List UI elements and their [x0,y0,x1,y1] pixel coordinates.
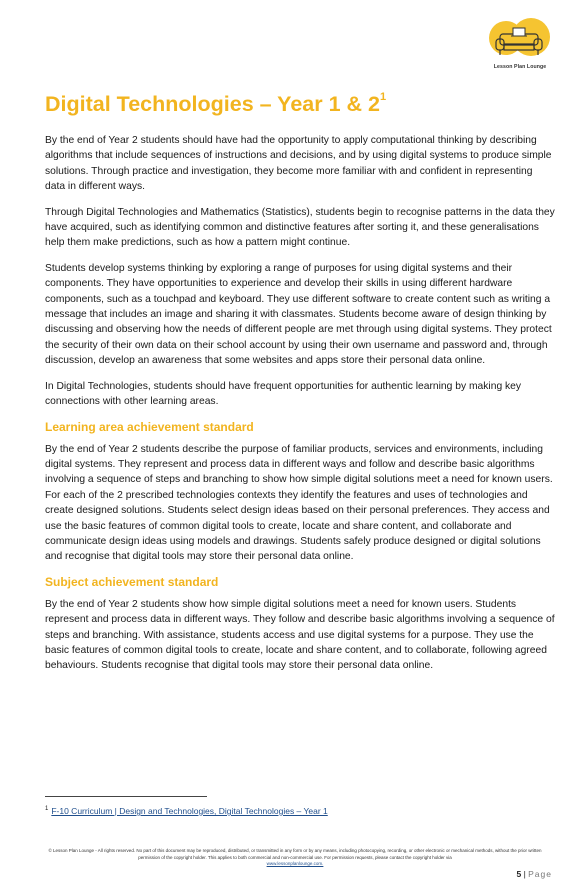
intro-paragraph-1: By the end of Year 2 students should have had the opportunity to apply computational thinking by describing algorithms that include sequences of instructions and decisions, and by using digital systems to produce simple solutions. Through practice and investigation, they become more familiar with and confident in representing data in different ways. [45,135,552,193]
main-content [45,133,555,684]
page-number-value: 5 [516,869,522,879]
footnote-divider [45,796,207,797]
page-label: Page [528,869,552,879]
learning-area-paragraph: By the end of Year 2 students describe the purpose of familiar products, services and environments, including digital systems. They represent and process data in different ways and follow and describe basic algorithms involving a sequence of steps and branching to show how simple digital solutions meet a need for known users. For each of the 2 prescribed technologies contexts they identify the features and uses of technologies and create designed solutions. Students select design ideas based on their personal preferences. They access and use the basic features of common digital tools to create, locate and share content, and collaborate and communicate design ideas using models and drawings. Students safely produce designed or digital solutions and recognise that digital tools may store their personal data online. [45,443,553,563]
page-separator: | [521,869,529,879]
subject-paragraph: By the end of Year 2 students show how simple digital solutions meet a need for known users. Students represent and process data in different ways. They follow and describe basic algorithms involving a sequence of steps and branching. With assistance, students access and use digital systems for a purpose. They use the basic features of common digital tools to create, locate and share content, and to collaborate, following agreed behaviours. Students recognise that digital tools may store their personal data online. [45,598,555,672]
copyright-link[interactable]: www.lessonplanlounge.com. [266,861,324,866]
footnote-link[interactable]: F-10 Curriculum | Design and Technologies, Digital Technologies – Year 1 [51,806,328,816]
intro-paragraph-3: Students develop systems thinking by exploring a range of purposes for using digital systems and their components. They have opportunities to experience and develop their skills in using different hardware components, such as a touchpad and keyboard. They use different software to create content such as writing a message that includes an image and sharing it with classmates. Students become aware of design thinking by discussing and observing how the needs of different people are met through using digital systems. They protect the security of their own data on their school account by using their own username and password and, through discussion, develop an awareness that some websites and apps store their personal data online. [45,262,552,367]
copyright-notice [45,848,545,868]
page-title [45,92,386,117]
subject-heading: Subject achievement standard [45,574,219,589]
copyright-text: © Lesson Plan Lounge - All rights reserved. No part of this document may be reproduced, distributed, or transmitted in any form or by any means, including photocopying, recording, or other electronic or mechanical methods, without the prior written permission of the copyright holder. This applies to both commercial and non-commercial use. For permission requests, please contact the copyright holder via [48,848,542,860]
lesson-plan-lounge-logo [484,18,556,76]
page-title-text: Digital Technologies – Year 1 & 2 [45,92,380,116]
sofa-icon [484,18,556,64]
learning-area-heading: Learning area achievement standard [45,419,254,434]
footnote [45,806,328,816]
footnote-marker: 1 [45,806,49,812]
intro-paragraph-2: Through Digital Technologies and Mathematics (Statistics), students begin to recognise patterns in the data they have acquired, such as identifying common and distinctive features after sorting it, and these generalisations help them make predictions, such as how a pattern might continue. [45,206,555,249]
logo-text: Lesson Plan Lounge [493,64,547,70]
title-footnote-ref[interactable]: 1 [379,91,387,103]
page-number [516,869,552,879]
intro-paragraph-4: In Digital Technologies, students should have frequent opportunities for authentic learning by making key connections with other learning areas. [45,380,522,408]
